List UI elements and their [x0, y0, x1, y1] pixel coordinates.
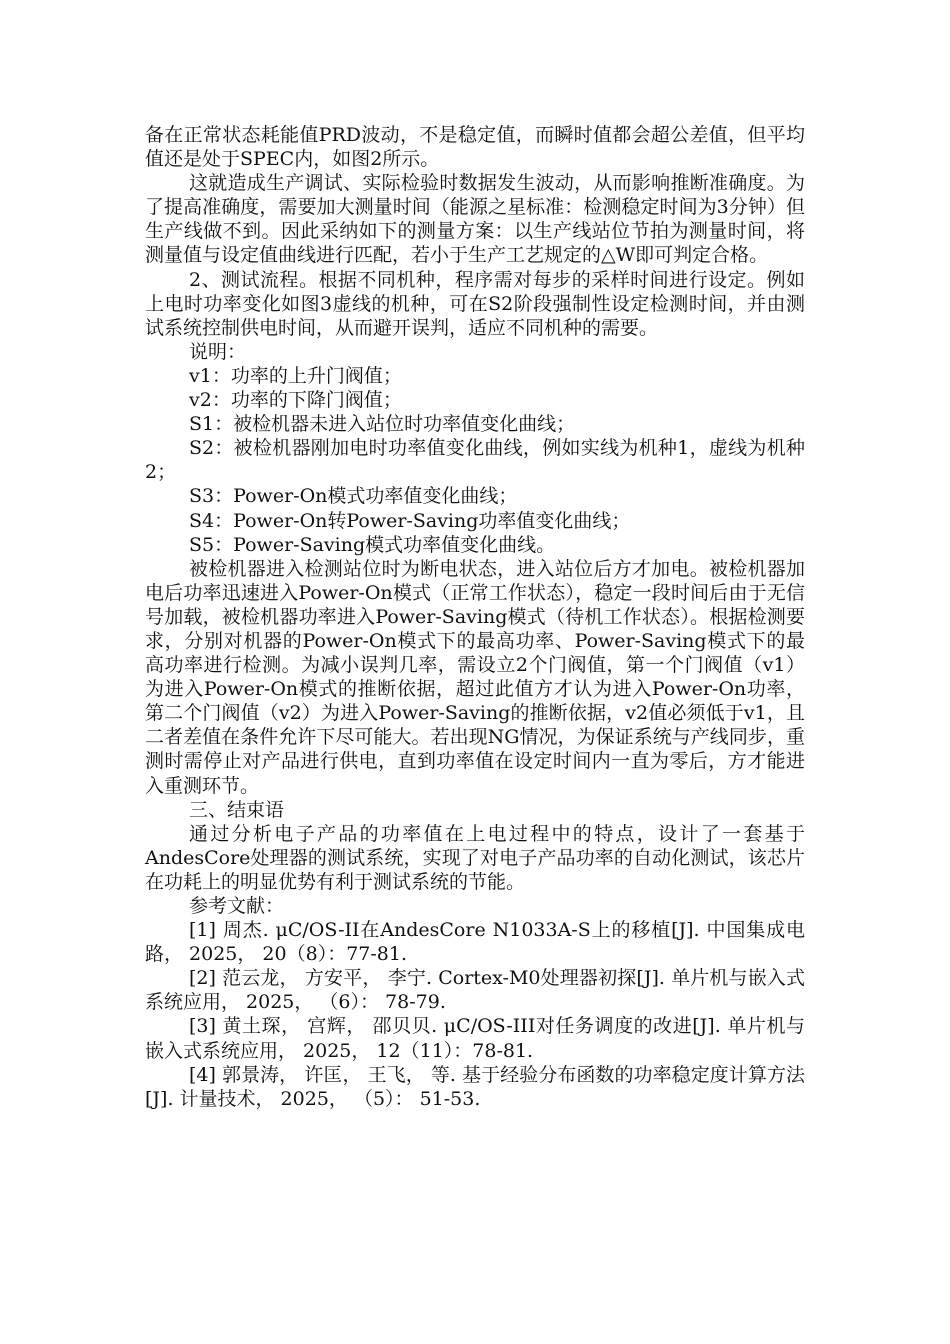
paragraph: 被检机器进入检测站位时为断电状态，进入站位后方才加电。被检机器加电后功率迅速进入Power-On模式（正常工作状态），稳定一段时间后由于无信号加载，被检机器功率进入Power-Saving模式（待机工作状态）。根据检测要求，分别对机器的Power-On模式下的最高功率、Power-Saving模式下的最高功率进行检测。为减小误判几率，需设立2个门阀值，第一个门阀值（v1）为进入Power-On模式的推断依据，超过此值方才认为进入Power-On功率，第二个门阀值（v2）为进入Power-Saving的推断依据，v2值必须低于v1，且二者差值在条件允许下尽可能大。若出现NG情况，为保证系统与产线同步，重测时需停止对产品进行供电，直到功率值在设定时间内一直为零后，方才能进入重测环节。: [145, 557, 805, 797]
legend-item: S5：Power-Saving模式功率值变化曲线。: [189, 533, 556, 556]
reference-item: [4] 郭景涛， 许匡， 王飞， 等. 基于经验分布函数的功率稳定度计算方法[J]. 计量技术， 2025， （5）： 51-53.: [145, 1063, 805, 1110]
legend-item: S2：被检机器刚加电时功率值变化曲线，例如实线为机种1，虚线为机种2；: [145, 437, 805, 484]
reference-item: [3] 黄土琛， 宫辉， 邵贝贝. μC/OS-III对任务调度的改进[J]. 单片机与嵌入式系统应用， 2025， 12（11）：78-81.: [145, 1015, 805, 1062]
legend-item: v1：功率的上升门阀值；: [189, 364, 402, 387]
legend-item: v2：功率的下降门阀值；: [189, 389, 402, 412]
paragraph: 2、测试流程。根据不同机种，程序需对每步的采样时间进行设定。例如上电时功率变化如图3虚线的机种，可在S2阶段强制性设定检测时间，并由测试系统控制供电时间，从而避开误判，适应不同机种的需要。: [145, 268, 805, 339]
paragraph: 通过分析电子产品的功率值在上电过程中的特点，设计了一套基于AndesCore处理器的测试系统，实现了对电子产品功率的自动化测试，该芯片在功耗上的明显优势有利于测试系统的节能。: [145, 822, 805, 893]
legend-item: S3：Power-On模式功率值变化曲线；: [189, 485, 518, 508]
legend-item: S1：被检机器未进入站位时功率值变化曲线；: [189, 413, 576, 436]
paragraph: 这就造成生产调试、实际检验时数据发生波动，从而影响推断准确度。为了提高准确度，需要加大测量时间（能源之星标准：检测稳定时间为3分钟）但生产线做不到。因此采纳如下的测量方案：以生产线站位节拍为测量时间，将测量值与设定值曲线进行匹配，若小于生产工艺规定的△W即可判定合格。: [145, 172, 805, 267]
reference-item: [2] 范云龙， 方安平， 李宁. Cortex-M0处理器初探[J]. 单片机与嵌入式系统应用， 2025， （6）： 78-79.: [145, 967, 805, 1014]
legend-heading: 说明：: [189, 340, 247, 363]
references-heading: 参考文献：: [189, 895, 285, 917]
paragraph: 备在正常状态耗能值PRD波动，不是稳定值，而瞬时值都会超公差值，但平均值还是处于SPEC内，如图2所示。: [145, 124, 805, 171]
section-heading: 三、结束语: [189, 798, 285, 821]
legend-item: S4：Power-On转Power-Saving功率值变化曲线；: [189, 509, 631, 532]
reference-item: [1] 周杰. μC/OS-II在AndesCore N1033A-S上的移植[J]. 中国集成电路， 2025， 20（8）：77-81.: [145, 919, 805, 966]
document-body: [145, 123, 805, 1111]
